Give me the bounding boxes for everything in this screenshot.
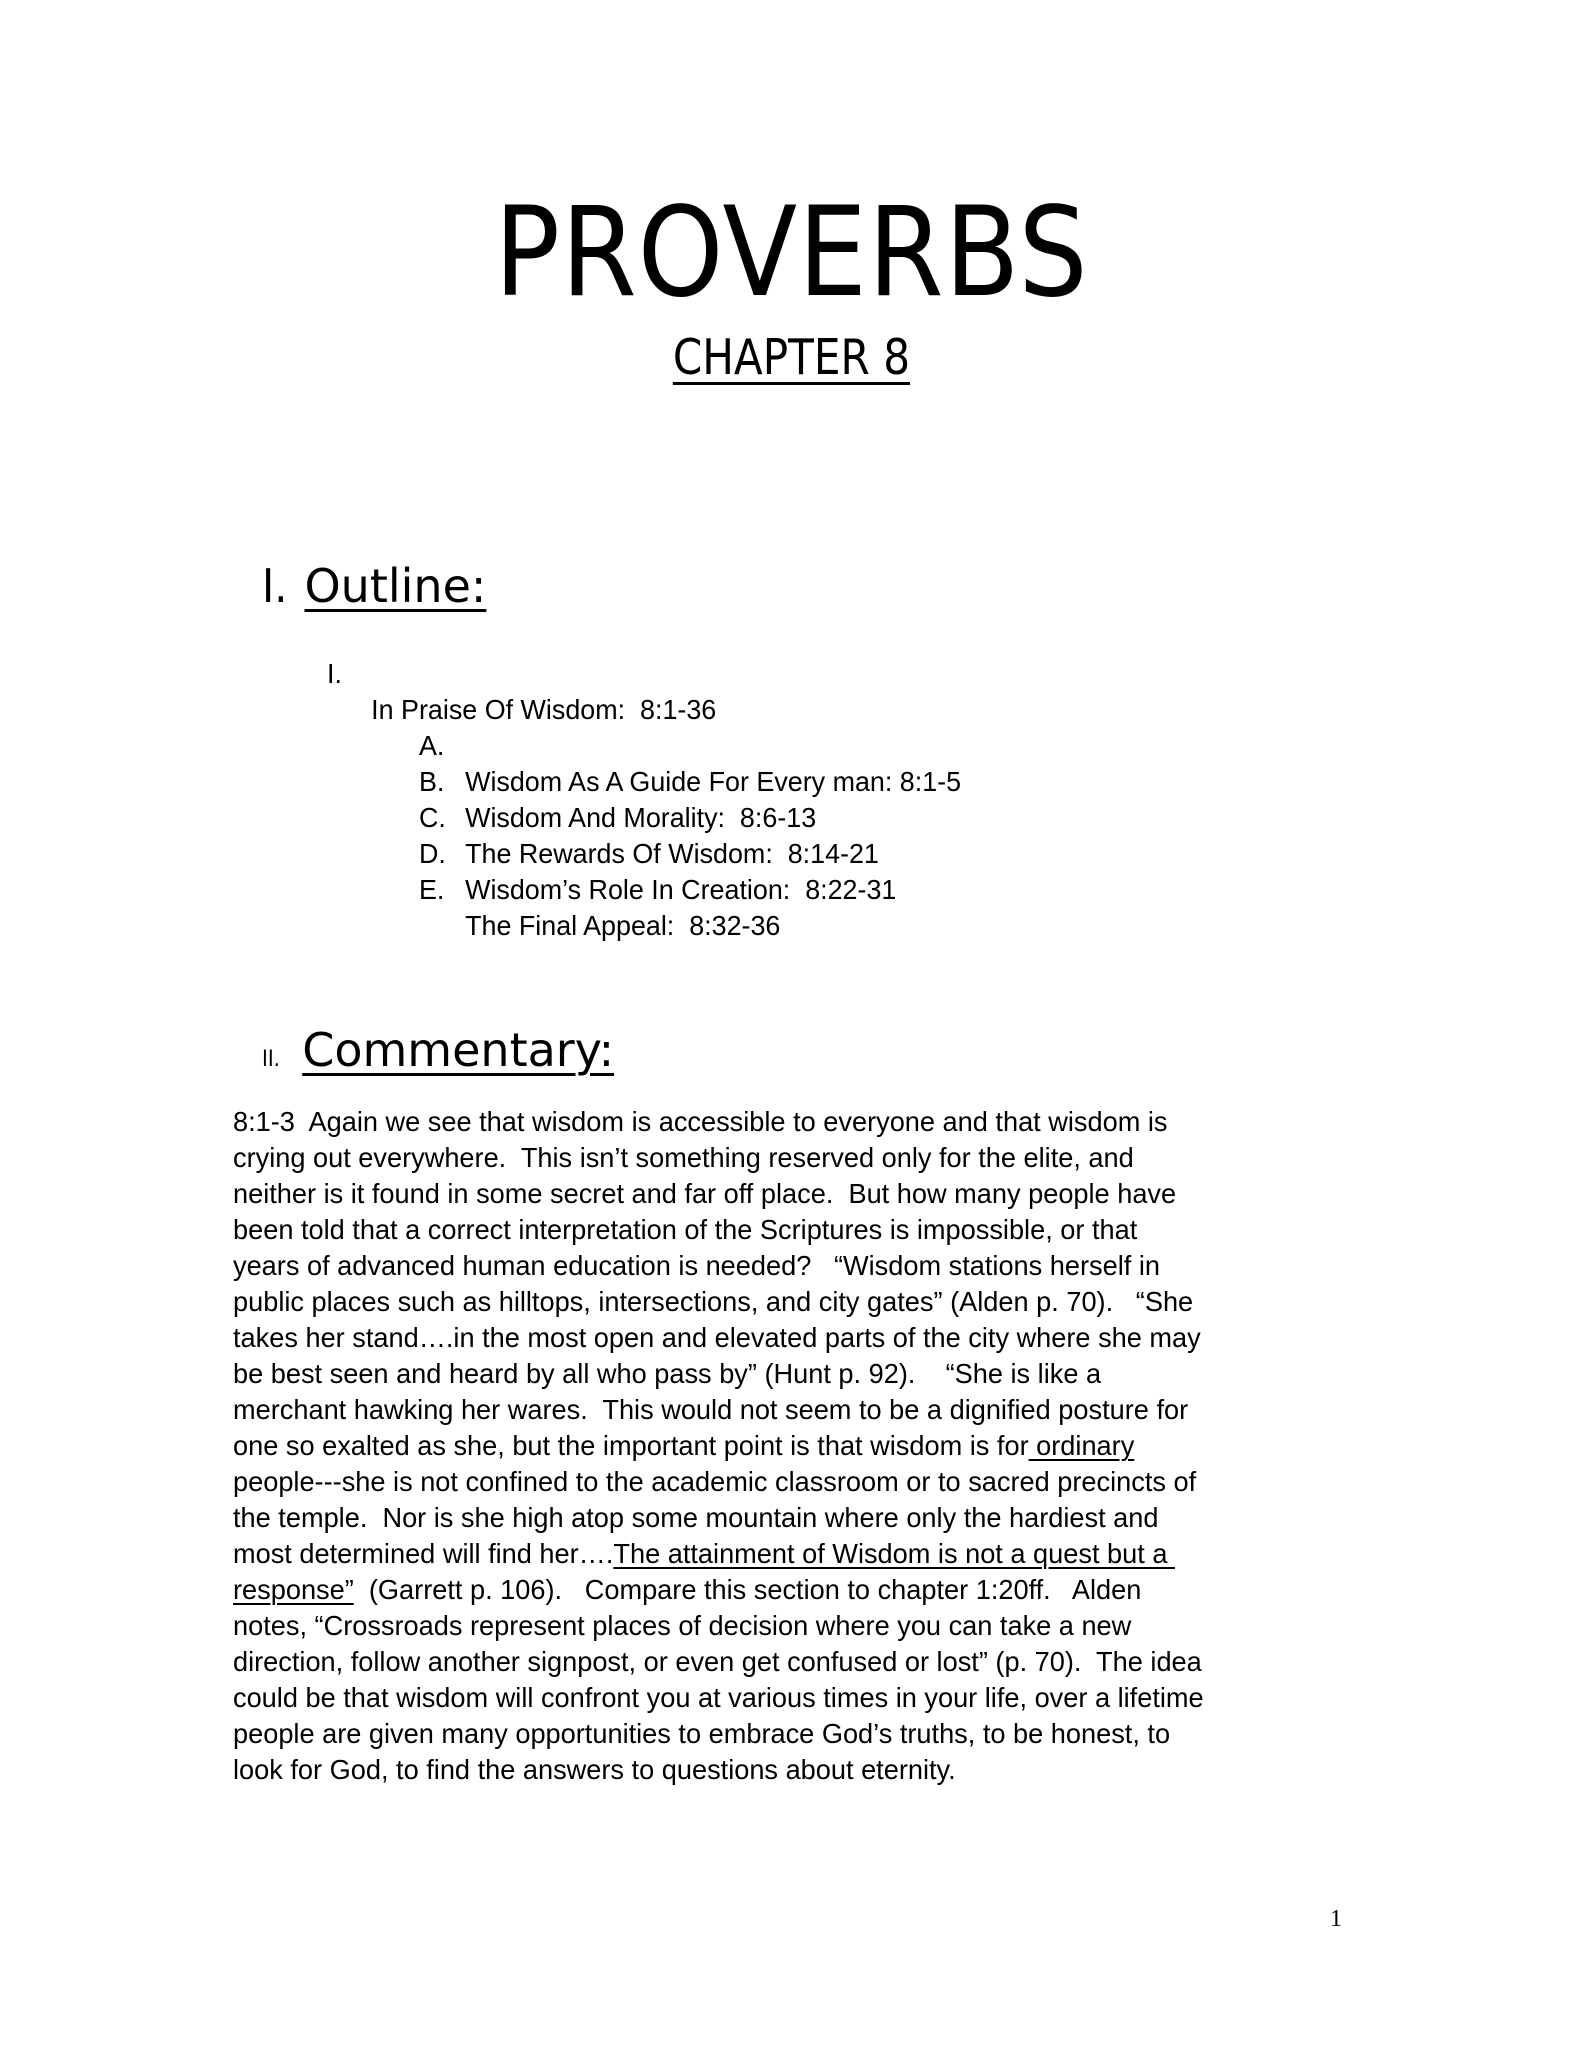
outline-section-title: Outline: [304,559,487,613]
outline-section-number: I. [262,559,288,613]
sub-item-text: Wisdom’s Role In Creation: 8:22-31 [465,874,897,905]
paragraph-line [233,1680,1204,1716]
text-run: been told that a correct interpretation of the Scriptures is impossible, or that [233,1214,1138,1245]
paragraph-line [233,1176,1204,1212]
sub-item-marker: B. [419,766,445,797]
paragraph-line [233,1320,1204,1356]
text-run: notes, “Crossroads represent places of decision where you can take a new [233,1610,1132,1641]
paragraph-line [233,1572,1204,1608]
text-run: people are given many opportunities to embrace God’s truths, to be honest, to [233,1718,1171,1749]
commentary-paragraph [233,1104,1234,1788]
paragraph-line [233,1248,1204,1284]
text-run: one so exalted as she, but the important point is that wisdom is for [233,1430,1029,1461]
paragraph-line [233,1140,1204,1176]
text-run: direction, follow another signpost, or even get confused or lost” (p. 70). The idea [233,1646,1202,1677]
text-run: public places such as hilltops, intersections, and city gates” (Alden p. 70). “She [233,1286,1194,1317]
document-title: PROVERBS [494,181,1089,325]
paragraph-line [233,1500,1204,1536]
sub-item-text: The Rewards Of Wisdom: 8:14-21 [465,838,879,869]
sub-item-text: Wisdom And Morality: 8:6-13 [465,802,817,833]
text-run: takes her stand….in the most open and elevated parts of the city where she may [233,1322,1201,1353]
outline-item-text: In Praise Of Wisdom: 8:1-36 [371,694,717,725]
paragraph-line [233,1356,1204,1392]
chapter-subtitle-text: CHAPTER 8 [672,329,911,386]
underlined-quote: response” [233,1574,354,1605]
text-run: most determined will find her…. [233,1538,614,1569]
underlined-quote: The attainment of Wisdom is not a quest but a [613,1538,1175,1569]
text-run: the temple. Nor is she high atop some mountain where only the hardiest and [233,1502,1159,1533]
sub-item-text: The Final Appeal: 8:32-36 [465,910,781,941]
sub-item-marker: D. [419,838,446,869]
commentary-section-heading [233,972,614,1086]
text-run: could be that wisdom will confront you at various times in your life, over a lifetime [233,1682,1204,1713]
paragraph-line [233,1608,1204,1644]
text-run: merchant hawking her wares. This would not seem to be a dignified posture for [233,1394,1189,1425]
sub-item-marker: C. [419,802,446,833]
text-run: neither is it found in some secret and far off place. But how many people have [233,1178,1177,1209]
paragraph-line [233,1752,1204,1788]
text-run: crying out everywhere. This isn’t something reserved only for the elite, and [233,1142,1134,1173]
paragraph-line [233,1392,1204,1428]
paragraph-line [233,1428,1204,1464]
commentary-section-number: II. [262,1047,281,1072]
paragraph-line [233,1284,1204,1320]
sub-item-marker: A. [419,730,445,761]
outline-section-heading [233,508,486,612]
outline-item [327,620,717,728]
paragraph-line [233,1104,1204,1140]
text-run: 8:1-3 Again we see that wisdom is accessible to everyone and that wisdom is [233,1106,1168,1137]
paragraph-line [233,1716,1204,1752]
page-number: 1 [1330,1906,1342,1932]
outline-sub-list [419,692,1119,941]
paragraph-line [233,1212,1204,1248]
outline-item-marker: I. [327,658,342,689]
underlined-emphasis: ordinary [1028,1430,1135,1461]
text-run: years of advanced human education is needed? “Wisdom stations herself in [233,1250,1160,1281]
paragraph-line [233,1536,1204,1572]
chapter-subtitle [111,330,1472,386]
text-run: (Garrett p. 106). Compare this section to chapter 1:20ff. Alden [353,1574,1142,1605]
commentary-section-title: Commentary: [302,1023,615,1077]
text-run: people---she is not confined to the academic classroom or to sacred precincts of [233,1466,1197,1497]
sub-item-marker: E. [419,874,445,905]
text-run: be best seen and heard by all who pass by” (Hunt p. 92). “She is like a [233,1358,1102,1389]
paragraph-line [233,1644,1204,1680]
outline-sub-item [419,692,1091,797]
text-run: look for God, to find the answers to questions about eternity. [233,1754,956,1785]
paragraph-line [233,1464,1204,1500]
sub-item-text: Wisdom As A Guide For Every man: 8:1-5 [465,766,962,797]
